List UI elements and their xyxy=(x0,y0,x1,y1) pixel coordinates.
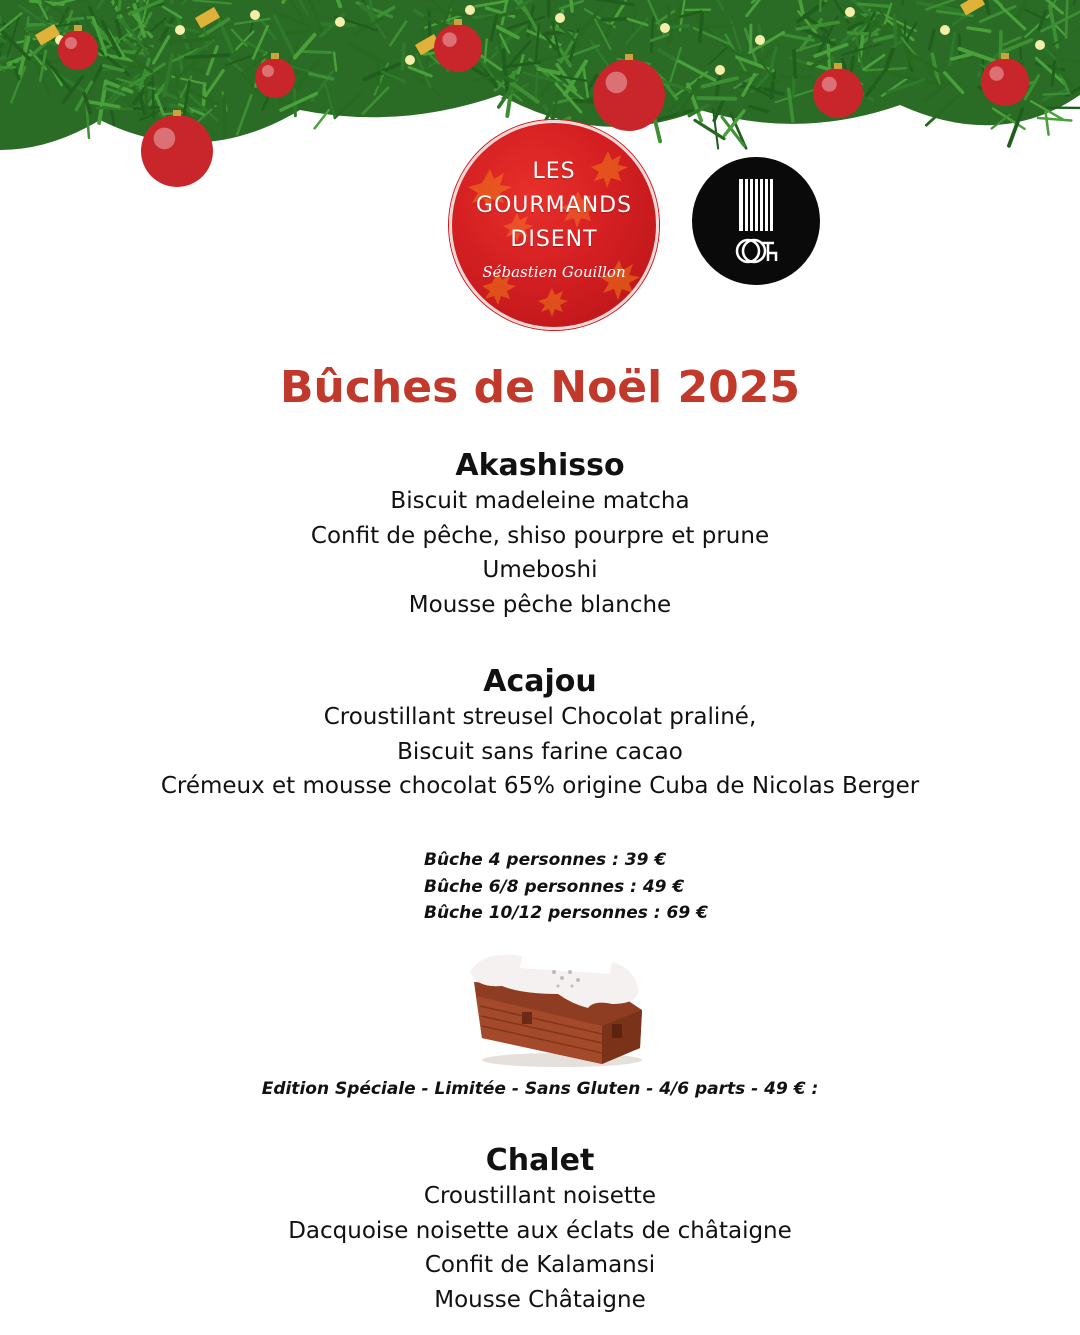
chalet-cake-image xyxy=(462,942,652,1070)
buche-ingredient: Confit de pêche, shiso pourpre et prune xyxy=(310,522,770,549)
buche-name: Acajou xyxy=(483,664,597,699)
buche-ingredient: Mousse pêche blanche xyxy=(408,591,672,618)
buche-akashisso xyxy=(0,446,1080,622)
price-line: Bûche 10/12 personnes : 69 € xyxy=(424,903,708,923)
buche-ingredient: Crémeux et mousse chocolat 65% origine Cuba de Nicolas Berger xyxy=(160,773,920,799)
logo-text-disent: DISENT xyxy=(510,227,598,252)
buche-name: Akashisso xyxy=(455,448,625,483)
buche-ingredient: Dacquoise noisette aux éclats de châtaigne xyxy=(288,1217,792,1244)
price-list xyxy=(424,847,708,927)
buche-ingredient: Mousse Châtaigne xyxy=(434,1286,646,1313)
price-line: Bûche 6/8 personnes : 49 € xyxy=(424,876,685,897)
buche-ingredient: Croustillant noisette xyxy=(423,1183,657,1209)
buche-ingredient: Biscuit madeleine matcha xyxy=(390,488,690,514)
logo-text-les: LES xyxy=(532,159,576,184)
logo-signature: Sébastien Gouillon xyxy=(482,263,626,281)
buche-acajou xyxy=(0,662,1080,804)
les-gourmands-disent-logo xyxy=(449,120,659,330)
buche-ingredient: Biscuit sans farine cacao xyxy=(397,738,683,765)
page-title: Bûches de Noël 2025 xyxy=(279,362,801,413)
special-edition-label: Edition Spéciale - Limitée - Sans Gluten - 4/6 parts - 49 € : xyxy=(261,1079,819,1099)
chef-hat-logo xyxy=(692,157,820,285)
price-line: Bûche 4 personnes : 39 € xyxy=(424,850,667,870)
chef-hat-icon xyxy=(692,157,820,285)
buche-name: Chalet xyxy=(485,1143,595,1178)
buche-ingredient: Umeboshi xyxy=(482,557,598,583)
logo-text-gourmands: GOURMANDS xyxy=(475,193,633,218)
buche-chalet xyxy=(0,1141,1080,1317)
buche-ingredient: Croustillant streusel Chocolat praliné, xyxy=(323,704,757,730)
buche-ingredient: Confit de Kalamansi xyxy=(424,1252,656,1278)
